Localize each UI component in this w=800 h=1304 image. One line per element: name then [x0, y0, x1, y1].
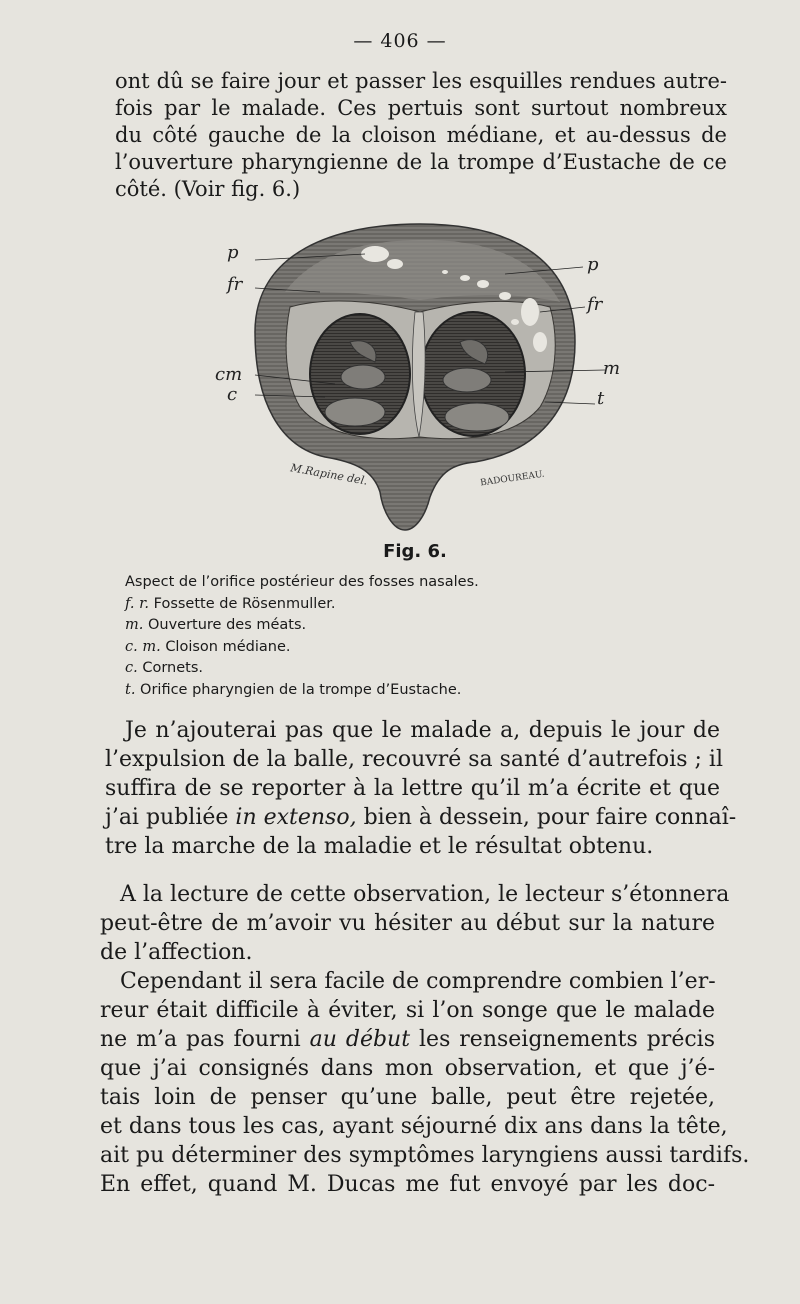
paragraph-2 [105, 716, 737, 861]
text-line: que j’ai consignés dans mon observation, et que j’é- [100, 1056, 715, 1081]
text-line: reur était difficile à éviter, si l’on songe que le malade [100, 998, 715, 1023]
text-line: l’expulsion de la balle, recouvré sa santé d’autrefois ; il [105, 747, 723, 772]
label-fr-left: fr [227, 274, 243, 295]
text-line: de l’affection. [100, 940, 253, 965]
text-line: ont dû se faire jour et passer les esquilles rendues autre- [115, 69, 727, 93]
figure-6-illustration [215, 212, 621, 532]
text-line: fois par le malade. Ces pertuis sont surtout nombreux [115, 96, 727, 120]
text-line: ne m’a pas fourni au début les renseignements précis [100, 1027, 715, 1052]
text-line: j’ai publiée in extenso, bien à dessein, pour faire connaî- [105, 805, 737, 830]
text-line: Cependant il sera facile de comprendre combien l’er- [120, 969, 716, 994]
legend-item: c. Cornets. [125, 660, 204, 676]
label-m: m [603, 358, 621, 379]
paragraph-3 [100, 880, 750, 1199]
text-line: peut-être de m’avoir vu hésiter au début sur la nature [100, 911, 715, 936]
label-c: c [227, 384, 238, 405]
legend-item: c. m. Cloison médiane. [125, 638, 291, 655]
text-line: Je n’ajouterai pas que le malade a, depuis le jour de [125, 718, 720, 743]
nasal-orifice-engraving [215, 212, 615, 532]
legend-item: t. Orifice pharyngien de la trompe d’Eustache. [125, 681, 462, 698]
text-line: tais loin de penser qu’une balle, peut être rejetée, [100, 1085, 715, 1110]
text-line: A la lecture de cette observation, le lecteur s’étonnera [120, 882, 730, 907]
text-line: l’ouverture pharyngienne de la trompe d’Eustache de ce [115, 150, 727, 174]
legend-intro: Aspect de l’orifice postérieur des fosses nasales. [125, 574, 479, 590]
label-t: t [597, 388, 605, 409]
text-line: En effet, quand M. Ducas me fut envoyé par les doc- [100, 1172, 715, 1197]
engraver-signature: M.Rapine del. [289, 461, 369, 488]
figure-caption-title: Fig. 6. [383, 541, 447, 562]
text-line: ait pu déterminer des symptômes laryngiens aussi tardifs. [100, 1143, 750, 1168]
text-line: tre la marche de la maladie et le résultat obtenu. [105, 834, 654, 859]
label-fr-right: fr [587, 294, 603, 315]
legend-item: f. r. Fossette de Rösenmuller. [125, 595, 336, 612]
paragraph-1 [115, 68, 727, 203]
label-p-left: p [227, 242, 239, 263]
text-line: du côté gauche de la cloison médiane, et au-dessus de [115, 123, 727, 147]
label-p-right: p [587, 254, 599, 275]
label-cm: cm [215, 364, 243, 385]
figure-legend [125, 572, 605, 701]
legend-item: m. Ouverture des méats. [125, 617, 307, 633]
text-line: côté. (Voir fig. 6.) [115, 177, 301, 201]
text-line: suffira de se reporter à la lettre qu’il m’a écrite et que [105, 776, 720, 801]
page-number: — 406 — [353, 30, 447, 52]
text-line: et dans tous les cas, ayant séjourné dix ans dans la tête, [100, 1114, 728, 1139]
engraver-signature-right: BADOUREAU. [479, 469, 546, 489]
